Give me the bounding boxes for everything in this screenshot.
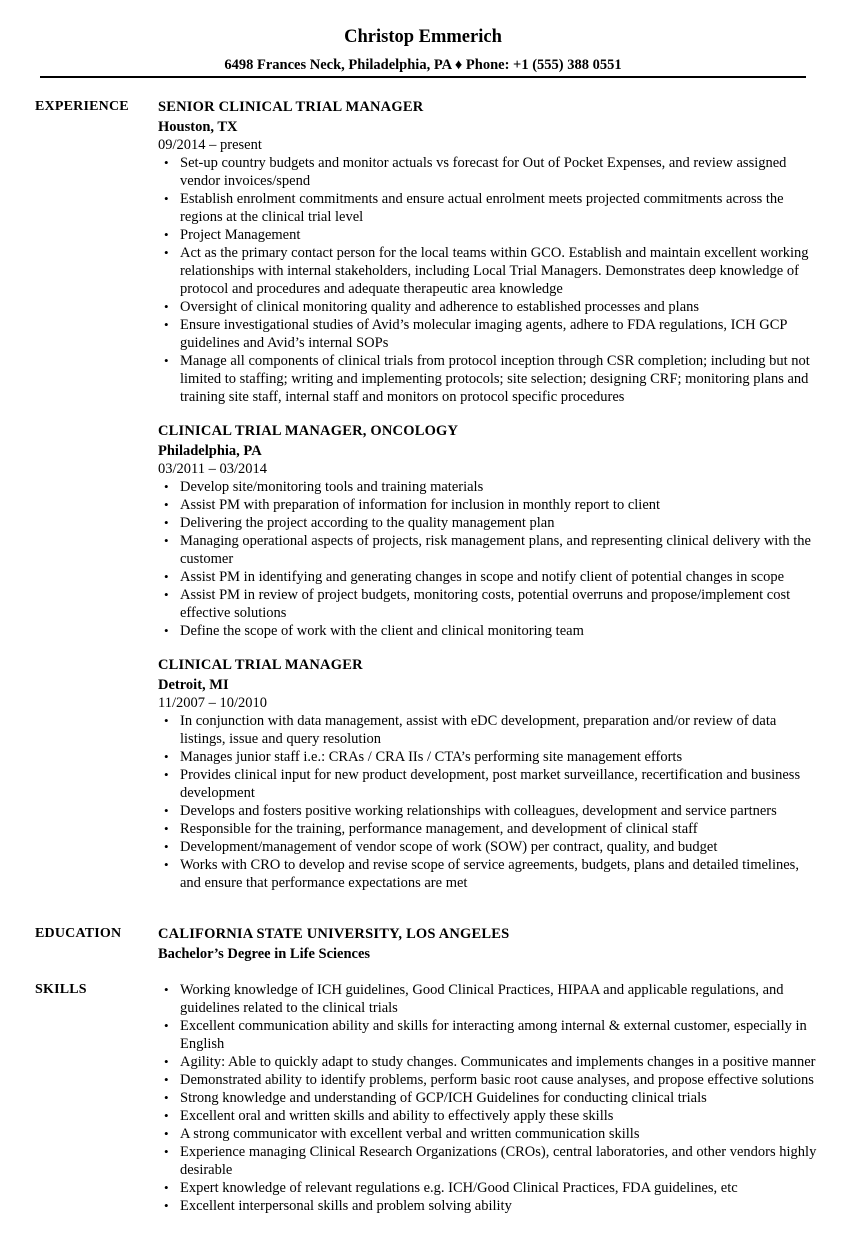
list-item: • Manages junior staff i.e.: CRAs / CRA IIs / CTA’s performing site management efforts xyxy=(180,748,818,766)
list-item: • Responsible for the training, performance management, and development of clinical staff xyxy=(180,820,818,838)
job-location: Detroit, MI xyxy=(158,677,229,693)
job-dates: 03/2011 – 03/2014 xyxy=(158,461,268,477)
skills-heading: SKILLS xyxy=(35,982,87,997)
job-dates: 11/2007 – 10/2010 xyxy=(158,695,268,711)
list-item: • Experience managing Clinical Research Organizations (CROs), central laboratories, and other vendors highly desirable xyxy=(180,1143,818,1179)
list-item: • Establish enrolment commitments and ensure actual enrolment meets projected commitments across the regions at the clinical trial level xyxy=(180,190,818,226)
skills-body xyxy=(158,981,818,1215)
experience-body xyxy=(158,98,818,908)
job-dates: 09/2014 – present xyxy=(158,137,262,153)
list-item: • Oversight of clinical monitoring quality and adherence to established processes and plans xyxy=(180,298,818,316)
list-item: • Expert knowledge of relevant regulations e.g. ICH/Good Clinical Practices, FDA guidelines, etc xyxy=(180,1179,818,1197)
job-bullets xyxy=(158,478,818,640)
job-entry xyxy=(158,422,818,640)
list-item: • Ensure investigational studies of Avid’s molecular imaging agents, adhere to FDA regulations, ICH GCP guidelines and Avid’s internal SOPs xyxy=(180,316,818,352)
experience-heading: EXPERIENCE xyxy=(35,99,129,114)
list-item: • Working knowledge of ICH guidelines, Good Clinical Practices, HIPAA and applicable regulations, and guidelines related to the clinical trials xyxy=(180,981,818,1017)
list-item: • A strong communicator with excellent verbal and written communication skills xyxy=(180,1125,818,1143)
candidate-name: Christop Emmerich xyxy=(344,27,502,47)
job-entry xyxy=(158,98,818,406)
education-body xyxy=(158,925,818,963)
resume-header xyxy=(40,26,806,74)
list-item: • Assist PM in identifying and generating changes in scope and notify client of potential changes in scope xyxy=(180,568,818,586)
list-item: • Excellent oral and written skills and ability to effectively apply these skills xyxy=(180,1107,818,1125)
list-item: • Assist PM with preparation of information for inclusion in monthly report to client xyxy=(180,496,818,514)
education-heading: EDUCATION xyxy=(35,926,122,941)
list-item: • Manage all components of clinical trials from protocol inception through CSR completion; including but not limited to staffing; writing and implementing protocols; site selection; designing CRF; monitoring plans and training site staff, internal staff and monitors on protocol specific procedures xyxy=(180,352,818,406)
list-item: • Excellent interpersonal skills and problem solving ability xyxy=(180,1197,818,1215)
header-divider xyxy=(40,76,806,78)
job-entry xyxy=(158,656,818,892)
list-item: • Strong knowledge and understanding of GCP/ICH Guidelines for conducting clinical trials xyxy=(180,1089,818,1107)
contact-line: 6498 Frances Neck, Philadelphia, PA ♦ Phone: +1 (555) 388 0551 xyxy=(224,57,622,73)
list-item: • Works with CRO to develop and revise scope of service agreements, budgets, plans and detailed timelines, and ensure that performance expectations are met xyxy=(180,856,818,892)
job-bullets xyxy=(158,712,818,892)
list-item: • Agility: Able to quickly adapt to study changes. Communicates and implements changes in a positive manner xyxy=(180,1053,818,1071)
list-item: • Project Management xyxy=(180,226,818,244)
list-item: • Demonstrated ability to identify problems, perform basic root cause analyses, and propose effective solutions xyxy=(180,1071,818,1089)
list-item: • Assist PM in review of project budgets, monitoring costs, potential overruns and propose/implement cost effective solutions xyxy=(180,586,818,622)
list-item: • Provides clinical input for new product development, post market surveillance, recertification and business development xyxy=(180,766,818,802)
list-item: • In conjunction with data management, assist with eDC development, preparation and/or review of data listings, issue and query resolution xyxy=(180,712,818,748)
job-title: CLINICAL TRIAL MANAGER, ONCOLOGY xyxy=(158,423,459,439)
job-title: SENIOR CLINICAL TRIAL MANAGER xyxy=(158,99,424,115)
list-item: • Set-up country budgets and monitor actuals vs forecast for Out of Pocket Expenses, and review assigned vendor invoices/spend xyxy=(180,154,818,190)
skills-list xyxy=(158,981,818,1215)
job-bullets xyxy=(158,154,818,406)
list-item: • Excellent communication ability and skills for interacting among internal & external customer, especially in English xyxy=(180,1017,818,1053)
list-item: • Managing operational aspects of projects, risk management plans, and representing clinical delivery with the customer xyxy=(180,532,818,568)
job-location: Philadelphia, PA xyxy=(158,443,262,459)
job-title: CLINICAL TRIAL MANAGER xyxy=(158,657,363,673)
list-item: • Develop site/monitoring tools and training materials xyxy=(180,478,818,496)
degree: Bachelor’s Degree in Life Sciences xyxy=(158,946,371,962)
list-item: • Development/management of vendor scope of work (SOW) per contract, quality, and budget xyxy=(180,838,818,856)
list-item: • Act as the primary contact person for the local teams within GCO. Establish and maintain excellent working relationships with internal stakeholders, including Local Trial Managers. Demonstrates deep knowledge of protocol and procedures and adequate therapeutic area knowledge xyxy=(180,244,818,298)
list-item: • Delivering the project according to the quality management plan xyxy=(180,514,818,532)
list-item: • Develops and fosters positive working relationships with colleagues, development and service partners xyxy=(180,802,818,820)
school-name: CALIFORNIA STATE UNIVERSITY, LOS ANGELES xyxy=(158,926,510,942)
list-item: • Define the scope of work with the client and clinical monitoring team xyxy=(180,622,818,640)
job-location: Houston, TX xyxy=(158,119,238,135)
